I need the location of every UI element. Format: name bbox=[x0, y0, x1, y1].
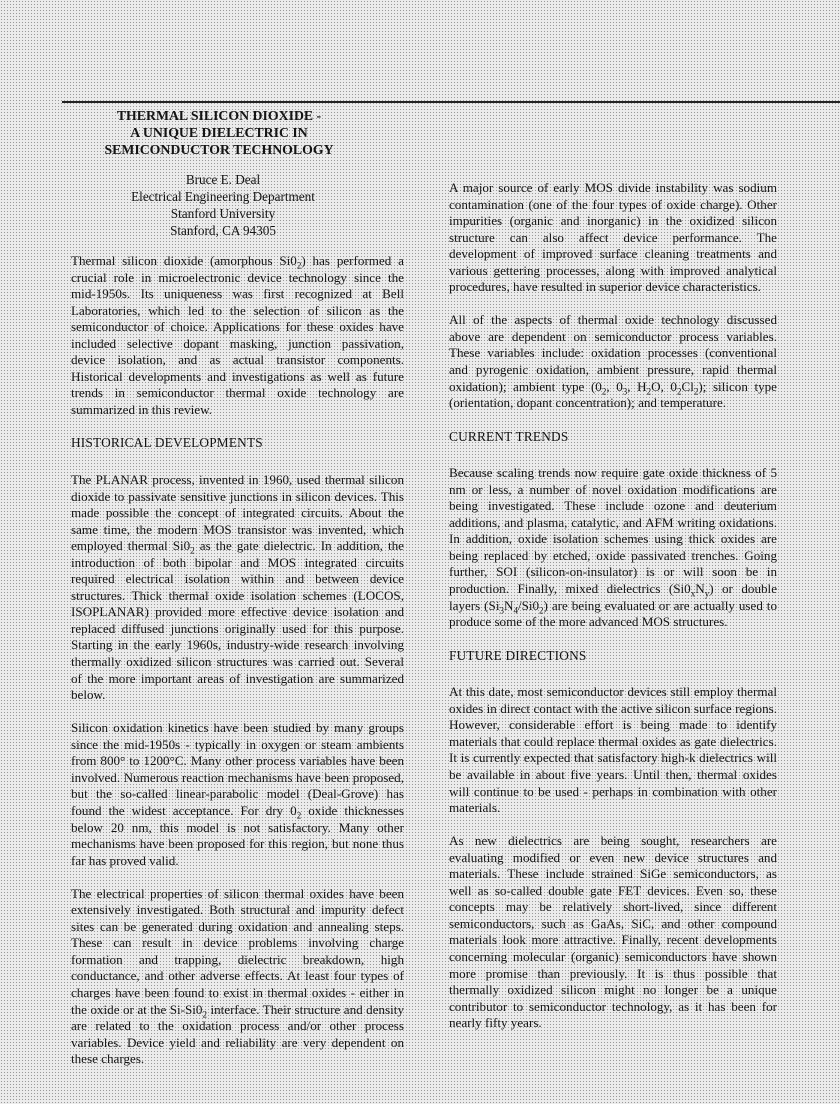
future-directions-paragraph-1: At this date, most semiconductor devices still employ thermal oxides in direct contact with the active silicon surface regions. However, considerable effort is being made to identify materials that could replace thermal oxides as gate dielectrics. It is currently expected that satisfactory high-k dielectrics will be available in about five years. Until then, thermal oxides will continue to be used - perhaps in combination with other materials. bbox=[449, 684, 777, 816]
historical-heading: HISTORICAL DEVELOPMENTS bbox=[71, 435, 263, 451]
author-block bbox=[88, 171, 358, 239]
title-line-1: THERMAL SILICON DIOXIDE - bbox=[116, 108, 322, 123]
author-location: Stanford, CA 94305 bbox=[170, 223, 276, 238]
historical-paragraph-3: The electrical properties of silicon thermal oxides have been extensively investigated. Both structural and impurity defect sites can be generated during oxidation and annealing steps. These can result in device problems involving charge formation and trapping, dielectric breakdown, high conductance, and other adverse effects. At least four types of charges have been found to exist in thermal oxides - either in the oxide or at the $Si-Si0_2$ interface. Their structure and density are related to the oxidation process and/or other process variables. Device yield and reliability are very dependent on these charges. bbox=[71, 885, 404, 1067]
historical-paragraph-2: Silicon oxidation kinetics have been studied by many groups since the mid-1950s - typically in oxygen or steam ambients from 800° to 1200°C. Many other process variables have been involved. Numerous reaction mechanisms have been proposed, but the so-called linear-parabolic model (Deal-Grove) has found the widest acceptance. For dry $0_2$ oxide thicknesses below 20 nm, this model is not satisfactory. Many other mechanisms have been proposed for this region, but none thus far has proved valid. bbox=[71, 720, 405, 868]
paper-title bbox=[84, 107, 354, 158]
author-university: Stanford University bbox=[170, 206, 276, 221]
future-directions-paragraph-2: As new dielectrics are being sought, researchers are evaluating modified or even new device structures and materials. These include strained SiGe semiconductors, as well as so-called double gate FET devices. Even so, these concepts may be relatively short-lived, since different semiconductors, such as GaAs, SiC, and other compound materials look more attractive. Finally, recent developments concerning molecular (organic) semiconductors have shown more promise than previously. It is thus possible that thermally oxidized silicon might no longer be a unique contributor to semiconductor technology, as it has been for nearly fifty years. bbox=[449, 833, 777, 1031]
current-trends-heading: CURRENT TRENDS bbox=[449, 428, 569, 444]
header-rule bbox=[62, 101, 840, 103]
right-column bbox=[449, 180, 777, 1032]
process-variables-paragraph: All of the aspects of thermal oxide technology discussed above are dependent on semiconductor process variables. These variables include: oxidation processes (conventional and pyrogenic oxidation, ambient pressure, rapid thermal oxidation); ambient type ($0_2$, $0_3$, $H_2O$, $0_2Cl_2$); silicon type (orientation, dopant concentration); and temperature. bbox=[449, 312, 777, 411]
contamination-paragraph: A major source of early MOS divide instability was sodium contamination (one of the four types of oxide charge). Other impurities (organic and inorganic) in the oxidized silicon structure can also affect device performance. The development of improved surface cleaning treatments and various gettering processes, along with improved analytical procedures, have resulted in superior device characteristics. bbox=[449, 180, 777, 295]
abstract-paragraph: Thermal silicon dioxide (amorphous $Si0_2$) has performed a crucial role in microelectronic device technology since the mid-1950s. Its uniqueness was first recognized at Bell Laboratories, which led to the selection of silicon as the semiconductor of choice. Applications for these oxides have included selective dopant masking, junction passivation, device isolation, and as actual transistor components. Historical developments and investigations as well as future trends in semiconductor thermal oxide technology are summarized in this review. bbox=[71, 253, 404, 417]
title-line-2: A UNIQUE DIELECTRIC IN bbox=[130, 125, 308, 140]
future-directions-heading: FUTURE DIRECTIONS bbox=[449, 647, 587, 663]
author-department: Electrical Engineering Department bbox=[131, 189, 315, 204]
historical-paragraph-1: The PLANAR process, invented in 1960, used thermal silicon dioxide to passivate sensitive junctions in silicon devices. This made possible the concept of integrated circuits. About the same time, the modern MOS transistor was invented, which employed thermal $Si0_2$ as the gate dielectric. In addition, the introduction of both bipolar and MOS integrated circuits required electrical isolation within and between device structures. Thick thermal oxide isolation schemes (LOCOS, ISOPLANAR) provided more effective device isolation and replaced diffused junctions originally used for this purpose. Starting in the early 1960s, industry-wide research involving thermally oxidized silicon structures was carried out. Several of the more important areas of investigation are summarized below. bbox=[71, 472, 404, 703]
author-name: Bruce E. Deal bbox=[185, 172, 261, 187]
current-trends-paragraph: Because scaling trends now require gate oxide thickness of 5 nm or less, a number of novel oxidation modifications are being investigated. These include ozone and deuterium additions, and plasma, catalytic, and AFM writing oxidations. In addition, oxide isolation schemes using thick oxides are being replaced by etched, oxide passivated trenches. Going further, SOI (silicon-on-insulator) is or will soon be in production. Finally, mixed dielectrics $(Si0_xN_y)$ or double layers $(Si_3N_4/Si0_2)$ are being evaluated or are actually used to produce some of the more advanced MOS structures. bbox=[449, 465, 778, 630]
left-column bbox=[71, 253, 404, 1068]
title-line-3: SEMICONDUCTOR TECHNOLOGY bbox=[104, 142, 334, 157]
